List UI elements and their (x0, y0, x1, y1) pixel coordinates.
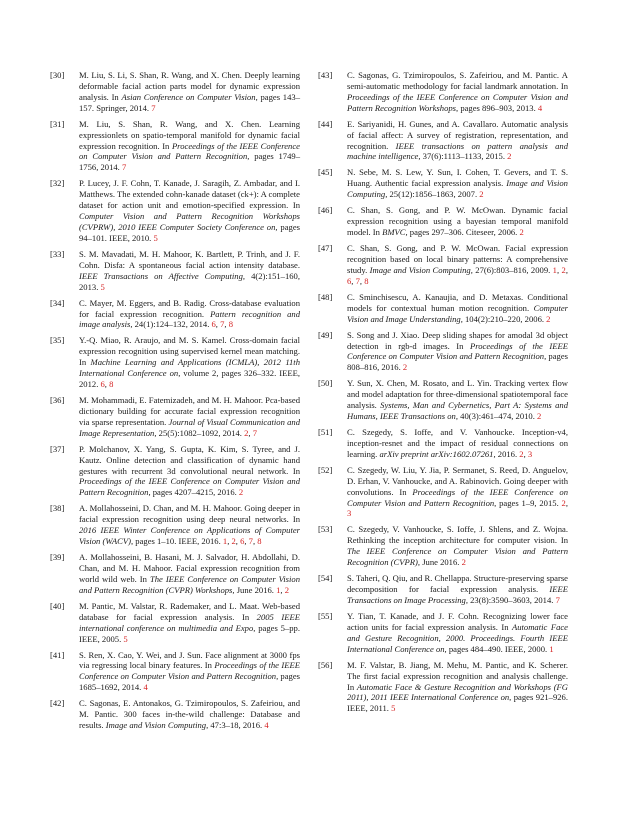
reference-number: [35] (50, 335, 65, 346)
reference-text: , June 2016. (232, 584, 277, 595)
reference-text: Y.-Q. Miao, R. Araujo, and M. S. Kamel. Cross-domain facial expression recognition using supervised kernel mean matching. In (79, 335, 300, 368)
reference-number: [33] (50, 248, 65, 259)
reference-venue: IEEE Transactions on Image Processing (347, 584, 568, 605)
page-backref-link[interactable]: 4 (264, 720, 269, 731)
reference-text: N. Sebe, M. S. Lew, Y. Sun, I. Cohen, T. Gevers, and T. S. Huang. Authentic facial expression analysis. (347, 167, 568, 189)
reference-text: , pages 4207–4215, 2016. (148, 487, 239, 498)
reference-number: [43] (318, 70, 333, 80)
reference-number: [50] (318, 378, 333, 389)
reference-text: C. Shan, S. Gong, and P. W. McOwan. Dynamic facial expression recognition using a bayesian temporal manifold model. In (347, 205, 568, 238)
page-backref-link[interactable]: 2 (238, 487, 244, 498)
reference-entry (318, 70, 568, 114)
reference-text: C. Sagonas, G. Tzimiropoulos, S. Zafeiriou, and M. Pantic. A semi-automatic methodology for facial landmark annotation. In (347, 70, 568, 91)
reference-number: [30] (50, 70, 65, 80)
reference-entry (50, 395, 300, 439)
reference-entry (318, 573, 568, 606)
reference-entry (50, 601, 300, 645)
page-backref-link[interactable]: 8 (228, 319, 233, 330)
reference-text: C. Szegedy, V. Vanhoucke, S. Ioffe, J. Shlens, and Z. Wojna. Rethinking the inception architecture for computer vision. In (347, 524, 568, 546)
reference-entry (318, 465, 568, 520)
page-backref-link[interactable]: 2 (244, 427, 249, 438)
reference-entry (318, 243, 568, 287)
reference-entry (50, 119, 300, 174)
reference-number: [39] (50, 552, 65, 563)
reference-number: [55] (318, 611, 333, 621)
reference-text: , pages 297–306. Citeseer, 2006. (405, 227, 520, 238)
reference-text: , (565, 497, 568, 508)
reference-text: A. Mollahosseini, B. Hasani, M. J. Salvador, H. Abdollahi, D. Chan, and M. H. Mahoor. Facial expression recognition from world wild web. In (79, 552, 300, 584)
reference-text: P. Molchanov, X. Yang, S. Gupta, K. Kim, S. Tyree, and J. Kautz. Online detection and classification of dynamic hand gestures with recurrent 3d convolutional neural network. In (79, 443, 300, 476)
page-backref-link[interactable]: 2 (402, 362, 408, 373)
references-column-right (318, 70, 568, 719)
reference-number: [40] (50, 600, 65, 611)
reference-entry (318, 427, 568, 460)
reference-venue: Proceedings of the IEEE Conference on Computer Vision and Pattern Recognition (79, 476, 300, 498)
reference-text: P. Lucey, J. F. Cohn, T. Kanade, J. Saragih, Z. Ambadar, and I. Matthews. The extended cohn-kanade dataset (ck+): A complete dataset for action unit and emotion-specified expression. In (79, 178, 300, 211)
reference-venue: Computer Vision and Image Understanding (347, 302, 568, 324)
reference-text: , (280, 584, 285, 595)
reference-entry (318, 378, 568, 422)
reference-entry (50, 552, 300, 596)
reference-text: , 40(3):461–474, 2010. (455, 411, 538, 422)
reference-venue: Asian Conference on Computer Vision (121, 91, 256, 102)
reference-text: , (359, 275, 365, 286)
reference-venue: Proceedings of the IEEE Conference on Computer Vision and Pattern Recognition (347, 486, 568, 508)
reference-text: , (224, 319, 229, 330)
reference-venue: Image and Vision Computing (105, 720, 207, 731)
reference-number: [44] (318, 118, 333, 129)
reference-text: , pages 94–101. IEEE, 2010. (79, 221, 300, 243)
reference-text: , pages 1749–1756, 2014. (79, 151, 300, 173)
reference-text: M. Liu, S. Li, S. Shan, R. Wang, and X. Chen. Deeply learning deformable facial action parts model for dynamic expression analysis. In (79, 70, 300, 102)
reference-entry (50, 335, 300, 390)
reference-text: , pages 5–pp. IEEE, 2005. (79, 622, 300, 644)
reference-number: [32] (50, 178, 65, 189)
reference-text: Y. Tian, T. Kanade, and J. F. Cohn. Recognizing lower face action units for facial expression analysis. In (347, 611, 568, 632)
page-backref-link[interactable]: 6 (240, 536, 245, 547)
reference-text: , (244, 536, 249, 547)
reference-text: , 2016. (493, 448, 520, 459)
reference-text: , pages 143–157. Springer, 2014. (79, 91, 300, 113)
reference-number: [48] (318, 291, 333, 302)
page-backref-link[interactable]: 5 (153, 232, 158, 243)
reference-venue: 2005 IEEE international conference on multimedia and Expo (79, 611, 300, 633)
page-backref-link[interactable]: 6 (211, 319, 216, 330)
references-column-left (50, 70, 300, 736)
reference-number: [54] (318, 573, 333, 584)
reference-text: , pages 484–490. IEEE, 2000. (444, 643, 550, 654)
reference-text: , June 2016. (417, 557, 462, 568)
page-backref-link[interactable]: 7 (252, 427, 257, 438)
reference-venue: arXiv preprint arXiv:1602.07261 (379, 448, 494, 459)
page-backref-link[interactable]: 7 (151, 102, 156, 113)
reference-text: S. M. Mavadati, M. H. Mahoor, K. Bartlett, P. Trinh, and J. F. Cohn. Disfa: A spontaneous facial action intensity database. (79, 248, 300, 270)
page-backref-link[interactable]: 2 (561, 264, 566, 275)
reference-number: [34] (50, 297, 65, 308)
reference-text: , 104(2):210–220, 2006. (460, 313, 547, 324)
reference-text: C. Shan, S. Gong, and P. W. McOwan. Facial expression recognition based on local binary patterns: A comprehensive study. (347, 243, 568, 275)
reference-entry (50, 698, 300, 731)
reference-venue: Pattern recognition and image analysis (79, 308, 300, 330)
reference-text: , (248, 427, 253, 438)
reference-entry (318, 119, 568, 163)
page-backref-link[interactable]: 1 (276, 584, 281, 595)
reference-number: [36] (50, 395, 65, 406)
page-backref-link[interactable]: 8 (109, 379, 114, 390)
reference-venue: Automatic Face & Gesture Recognition and Workshops (FG 2011), 2011 IEEE International Conference on (347, 681, 569, 703)
reference-entry (50, 249, 300, 293)
reference-text: , (227, 536, 232, 547)
reference-text: , volume 2, pages 326–332. IEEE, 2012. (79, 368, 300, 390)
page-backref-link[interactable]: 8 (257, 536, 262, 547)
page-backref-link[interactable]: 2 (519, 227, 524, 238)
reference-venue: Image and Vision Computing (347, 178, 568, 200)
reference-text: , (104, 379, 110, 390)
page-backref-link[interactable]: 2 (519, 448, 524, 459)
reference-entry (318, 524, 568, 568)
page-backref-link[interactable]: 2 (284, 584, 289, 595)
reference-venue: Systems, Man and Cybernetics, Part A: Systems and Humans, IEEE Transactions on (347, 400, 568, 422)
reference-entry (318, 205, 568, 238)
reference-text: M. F. Valstar, B. Jiang, M. Mehu, M. Pantic, and K. Scherer. The first facial expression recognition and analysis challenge. In (347, 659, 568, 692)
reference-text: S. Ren, X. Cao, Y. Wei, and J. Sun. Face alignment at 3000 fps via regressing local binary features. In (79, 649, 300, 671)
page-backref-link[interactable]: 1 (222, 536, 228, 547)
reference-text: Y. Sun, X. Chen, M. Rosato, and L. Yin. Tracking vertex flow and model adaptation for three-dimensional spatiotemporal face analysis. (347, 378, 568, 411)
reference-entry (318, 611, 568, 655)
reference-venue: Image and Vision Computing (369, 264, 471, 275)
reference-number: [38] (50, 503, 65, 514)
reference-number: [53] (318, 524, 333, 535)
reference-venue: Proceedings of the IEEE Conference on Computer Vision and Pattern Recognition (347, 340, 568, 362)
reference-number: [42] (50, 698, 65, 709)
reference-venue: Computer Vision and Pattern Recognition Workshops (CVPRW), 2010 IEEE Computer Society Conference on (79, 211, 300, 232)
reference-number: [31] (50, 118, 65, 129)
reference-entry (50, 650, 300, 694)
reference-number: [52] (318, 464, 333, 475)
page-backref-link[interactable]: 7 (555, 595, 560, 605)
reference-text: C. Szegedy, S. Ioffe, and V. Vanhoucke. Inception-v4, inception-resnet and the impact of residual connections on learning. (347, 427, 568, 459)
reference-text: , pages 896–903, 2013. (456, 102, 538, 113)
reference-venue: The IEEE Conference on Computer Vision and Pattern Recognition (CVPR) Workshops (79, 573, 300, 595)
reference-text: , 25(5):1082–1092, 2014. (154, 427, 245, 438)
reference-text: , pages 1–10. IEEE, 2016. (131, 536, 223, 547)
page-backref-link[interactable]: 7 (355, 275, 360, 286)
reference-text: , 47:3–18, 2016. (206, 720, 265, 731)
reference-number: [45] (318, 167, 333, 178)
reference-venue: Automatic Face and Gesture Recognition, 2000. Proceedings. Fourth IEEE International Conference on (347, 621, 568, 654)
reference-text: , 23(8):3590–3603, 2014. (465, 595, 556, 605)
reference-entry (50, 178, 300, 243)
reference-venue: Machine Learning and Applications (ICMLA), 2012 11th International Conference on (79, 357, 300, 379)
page-backref-link[interactable]: 2 (479, 189, 484, 200)
reference-venue: BMVC (382, 227, 406, 238)
reference-text: C. Mayer, M. Eggers, and B. Radig. Cross-database evaluation for facial expression recognition. (79, 297, 300, 319)
page-backref-link[interactable]: 6 (100, 379, 105, 390)
page-backref-link[interactable]: 2 (507, 151, 512, 162)
reference-venue: 2016 IEEE Winter Conference on Applications of Computer Vision (WACV) (79, 525, 300, 547)
reference-text: M. Pantic, M. Valstar, R. Rademaker, and L. Maat. Web-based database for facial expression analysis. In (79, 600, 300, 622)
reference-text: C. Sagonas, E. Antonakos, G. Tzimiropoulos, S. Zafeiriou, and M. Pantic. 300 faces in-the-wild challenge: Database and results. (79, 698, 300, 731)
reference-text: , (235, 536, 241, 547)
page-backref-link[interactable]: 4 (143, 682, 148, 693)
page-backref-link[interactable]: 7 (220, 319, 225, 330)
reference-text: , pages 1685–1692, 2014. (79, 671, 300, 693)
reference-entry (318, 660, 568, 715)
reference-entry (50, 298, 300, 331)
reference-entry (318, 167, 568, 200)
reference-venue: Journal of Visual Communication and Image Representation (79, 416, 300, 438)
reference-number: [41] (50, 649, 65, 660)
reference-text: , (523, 448, 528, 459)
reference-text: , (351, 275, 356, 286)
reference-text: , 37(6):1113–1133, 2015. (418, 151, 508, 162)
page-backref-link[interactable]: 2 (546, 313, 551, 324)
reference-entry (50, 503, 300, 547)
reference-number: [56] (318, 659, 333, 670)
reference-number: [51] (318, 427, 333, 438)
page-backref-link[interactable]: 1 (549, 643, 554, 654)
reference-text: , pages 1–9, 2015. (494, 497, 562, 508)
reference-number: [47] (318, 243, 333, 254)
reference-text: , 27(6):803–816, 2009. (470, 264, 553, 275)
page-backref-link[interactable]: 4 (537, 102, 543, 113)
page-backref-link[interactable]: 2 (537, 411, 542, 422)
reference-text: , pages 808–816, 2016. (347, 351, 568, 373)
reference-entry (318, 330, 568, 374)
reference-text: , (215, 319, 221, 330)
page-backref-link[interactable]: 3 (347, 508, 352, 519)
reference-text: E. Sariyanidi, H. Gunes, and A. Cavallaro. Automatic analysis of facial affect: A survey of registration, representation, and recognition. (347, 118, 568, 151)
reference-text: , (252, 536, 258, 547)
page-backref-link[interactable]: 7 (248, 536, 253, 547)
page-backref-link[interactable]: 6 (347, 275, 352, 286)
page-backref-link[interactable]: 3 (527, 448, 533, 459)
reference-number: [46] (318, 205, 333, 216)
reference-venue: IEEE Transactions on Affective Computing (79, 270, 243, 281)
page-backref-link[interactable]: 1 (552, 264, 557, 275)
reference-venue: Proceedings of the IEEE Conference on Computer Vision and Pattern Recognition (79, 140, 300, 162)
page-backref-link[interactable]: 5 (391, 703, 396, 714)
reference-venue: Proceedings of the IEEE Conference on Computer Vision and Pattern Recognition (79, 660, 300, 682)
reference-venue: Proceedings of the IEEE Conference on Computer Vision and Pattern Recognition Workshops (347, 91, 568, 113)
reference-entry (50, 444, 300, 499)
reference-text: , (556, 264, 562, 275)
page-backref-link[interactable]: 2 (461, 557, 466, 568)
reference-entry (50, 70, 300, 114)
reference-text: , 24(1):124–132, 2014. (130, 319, 212, 330)
reference-text: , pages 921–926. IEEE, 2011. (347, 692, 568, 714)
reference-text: C. Sminchisescu, A. Kanaujia, and D. Metaxas. Conditional models for contextual human motion recognition. (347, 291, 568, 313)
page-backref-link[interactable]: 8 (364, 275, 369, 286)
page-backref-link[interactable]: 2 (561, 497, 566, 508)
reference-text: , 25(12):1856–1863, 2007. (385, 189, 480, 200)
page-backref-link[interactable]: 5 (100, 281, 105, 292)
reference-number: [49] (318, 329, 333, 340)
reference-text: , 4(2):151–160, 2013. (79, 270, 300, 292)
page-backref-link[interactable]: 2 (231, 536, 236, 547)
reference-number: [37] (50, 443, 65, 454)
reference-text: M. Liu, S. Shan, R. Wang, and X. Chen. Learning expressionlets on spatio-temporal manifold for dynamic facial expression recognition. In (79, 118, 300, 151)
reference-text: M. Mohammadi, E. Fatemizadeh, and M. H. Mahoor. Pca-based dictionary building for accurate facial expression recognition via sparse representation. (79, 395, 300, 427)
reference-entry (318, 292, 568, 325)
reference-text: C. Szegedy, W. Liu, Y. Jia, P. Sermanet, S. Reed, D. Anguelov, D. Erhan, V. Vanhoucke, and A. Rabinovich. Going deeper with convolutions. In (347, 464, 568, 497)
page-backref-link[interactable]: 7 (121, 162, 127, 173)
reference-text: , (565, 264, 568, 275)
page-backref-link[interactable]: 5 (123, 633, 128, 644)
reference-text: S. Taheri, Q. Qiu, and R. Chellappa. Structure-preserving sparse decomposition for facial expression analysis. (347, 573, 568, 595)
reference-venue: IEEE transactions on pattern analysis and machine intelligence (347, 140, 568, 162)
reference-venue: The IEEE Conference on Computer Vision and Pattern Recognition (CVPR) (347, 546, 568, 568)
reference-text: A. Mollahosseini, D. Chan, and M. H. Mahoor. Going deeper in facial expression recognition using deep neural networks. In (79, 503, 300, 525)
reference-text: S. Song and J. Xiao. Deep sliding shapes for amodal 3d object detection in rgb-d images. In (347, 329, 568, 351)
